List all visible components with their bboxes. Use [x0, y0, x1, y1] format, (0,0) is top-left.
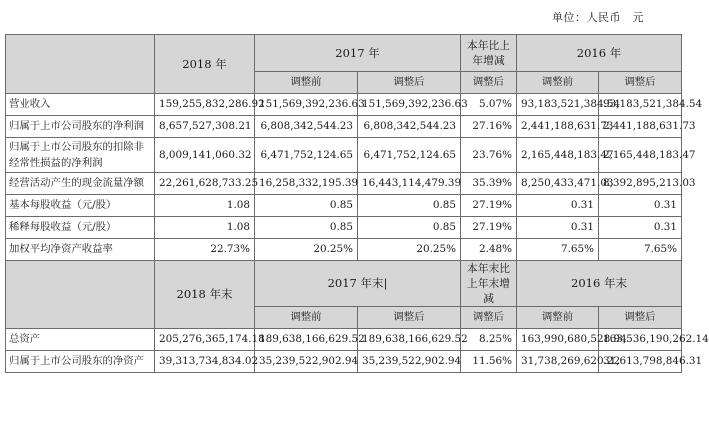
header-change: 本年末比上年末增减	[461, 261, 517, 307]
value-2017-before: 0.85	[255, 195, 358, 217]
header-corner	[6, 261, 155, 329]
value-2017-before: 35,239,522,902.94	[255, 351, 358, 373]
value-2018: 39,313,734,834.02	[155, 351, 255, 373]
value-2018: 8,657,527,308.21	[155, 116, 255, 138]
value-change: 27.16%	[461, 116, 517, 138]
table-row	[6, 329, 682, 351]
value-2016-before: 31,738,269,620.22	[517, 351, 599, 373]
table-row	[6, 138, 682, 173]
header-2016: 2016 年末	[517, 261, 682, 307]
value-2017-after: 20.25%	[358, 239, 461, 261]
financial-summary-table	[5, 34, 709, 373]
value-change: 2.48%	[461, 239, 517, 261]
value-change: 8.25%	[461, 329, 517, 351]
value-2017-after: 189,638,166,629.52	[358, 329, 461, 351]
subheader-2016-after: 调整后	[599, 72, 682, 94]
value-2016-before: 0.31	[517, 195, 599, 217]
row-label: 总资产	[6, 329, 155, 351]
value-2016-after: 8,392,895,213.03	[599, 173, 682, 195]
value-2017-after: 151,569,392,236.63	[358, 94, 461, 116]
value-change: 11.56%	[461, 351, 517, 373]
header-corner	[6, 35, 155, 94]
value-2017-after: 16,443,114,479.39	[358, 173, 461, 195]
row-label: 归属于上市公司股东的扣除非经常性损益的净利润	[6, 138, 155, 173]
value-2017-after: 6,471,752,124.65	[358, 138, 461, 173]
value-2016-before: 7.65%	[517, 239, 599, 261]
row-label: 归属于上市公司股东的净资产	[6, 351, 155, 373]
subheader-2017-after: 调整后	[358, 307, 461, 329]
value-change: 5.07%	[461, 94, 517, 116]
value-2016-after: 31,613,798,846.31	[599, 351, 682, 373]
header-2018: 2018 年	[155, 35, 255, 94]
subheader-2017-before: 调整前	[255, 307, 358, 329]
row-label: 归属于上市公司股东的净利润	[6, 116, 155, 138]
value-2016-before: 2,441,188,631.73	[517, 116, 599, 138]
header-change: 本年比上年增减	[461, 35, 517, 72]
row-label: 营业收入	[6, 94, 155, 116]
table-row	[6, 239, 682, 261]
value-2016-after: 2,165,448,183.47	[599, 138, 682, 173]
header-2017: 2017 年末|	[255, 261, 461, 307]
value-2018: 8,009,141,060.32	[155, 138, 255, 173]
value-2017-before: 16,258,332,195.39	[255, 173, 358, 195]
row-label: 经营活动产生的现金流量净额	[6, 173, 155, 195]
table-row	[6, 116, 682, 138]
value-2016-before: 0.31	[517, 217, 599, 239]
table-row	[6, 94, 682, 116]
value-2016-after: 0.31	[599, 217, 682, 239]
value-2017-before: 6,808,342,544.23	[255, 116, 358, 138]
value-2017-after: 35,239,522,902.94	[358, 351, 461, 373]
value-2016-before: 93,183,521,384.54	[517, 94, 599, 116]
subheader-2016-before: 调整前	[517, 307, 599, 329]
row-label: 基本每股收益（元/股）	[6, 195, 155, 217]
value-2016-after: 0.31	[599, 195, 682, 217]
subheader-2016-after: 调整后	[599, 307, 682, 329]
value-2018: 1.08	[155, 217, 255, 239]
subheader-change-after: 调整后	[461, 72, 517, 94]
table-row	[6, 217, 682, 239]
header-2016: 2016 年	[517, 35, 682, 72]
value-2018: 205,276,365,174.18	[155, 329, 255, 351]
value-change: 27.19%	[461, 217, 517, 239]
value-2017-before: 0.85	[255, 217, 358, 239]
value-2018: 1.08	[155, 195, 255, 217]
row-label: 加权平均净资产收益率	[6, 239, 155, 261]
subheader-2017-before: 调整前	[255, 72, 358, 94]
value-2018: 22,261,628,733.25	[155, 173, 255, 195]
value-change: 23.76%	[461, 138, 517, 173]
value-change: 27.19%	[461, 195, 517, 217]
value-2018: 159,255,832,286.92	[155, 94, 255, 116]
value-change: 35.39%	[461, 173, 517, 195]
value-2018: 22.73%	[155, 239, 255, 261]
header-row	[6, 261, 682, 307]
value-2016-before: 2,165,448,183.47	[517, 138, 599, 173]
subheader-2016-before: 调整前	[517, 72, 599, 94]
value-2016-after: 93,183,521,384.54	[599, 94, 682, 116]
value-2017-after: 0.85	[358, 217, 461, 239]
table-row	[6, 195, 682, 217]
row-label: 稀释每股收益（元/股）	[6, 217, 155, 239]
value-2016-after: 7.65%	[599, 239, 682, 261]
table-row	[6, 351, 682, 373]
table-body	[6, 35, 709, 373]
header-2017: 2017 年	[255, 35, 461, 72]
value-2017-before: 189,638,166,629.52	[255, 329, 358, 351]
subheader-change-after: 调整后	[461, 307, 517, 329]
unit-label: 单位：人民币 元	[552, 11, 644, 24]
value-2017-before: 20.25%	[255, 239, 358, 261]
value-2017-before: 6,471,752,124.65	[255, 138, 358, 173]
table-row	[6, 173, 682, 195]
value-2017-after: 0.85	[358, 195, 461, 217]
value-2017-after: 6,808,342,544.23	[358, 116, 461, 138]
value-2016-before: 8,250,433,471.03	[517, 173, 599, 195]
header-row	[6, 35, 682, 72]
value-2016-after: 163,536,190,262.14	[599, 329, 682, 351]
subheader-2017-after: 调整后	[358, 72, 461, 94]
value-2016-after: 2,441,188,631.73	[599, 116, 682, 138]
value-2017-before: 151,569,392,236.63	[255, 94, 358, 116]
value-2016-before: 163,990,680,528.94	[517, 329, 599, 351]
header-2018: 2018 年末	[155, 261, 255, 329]
